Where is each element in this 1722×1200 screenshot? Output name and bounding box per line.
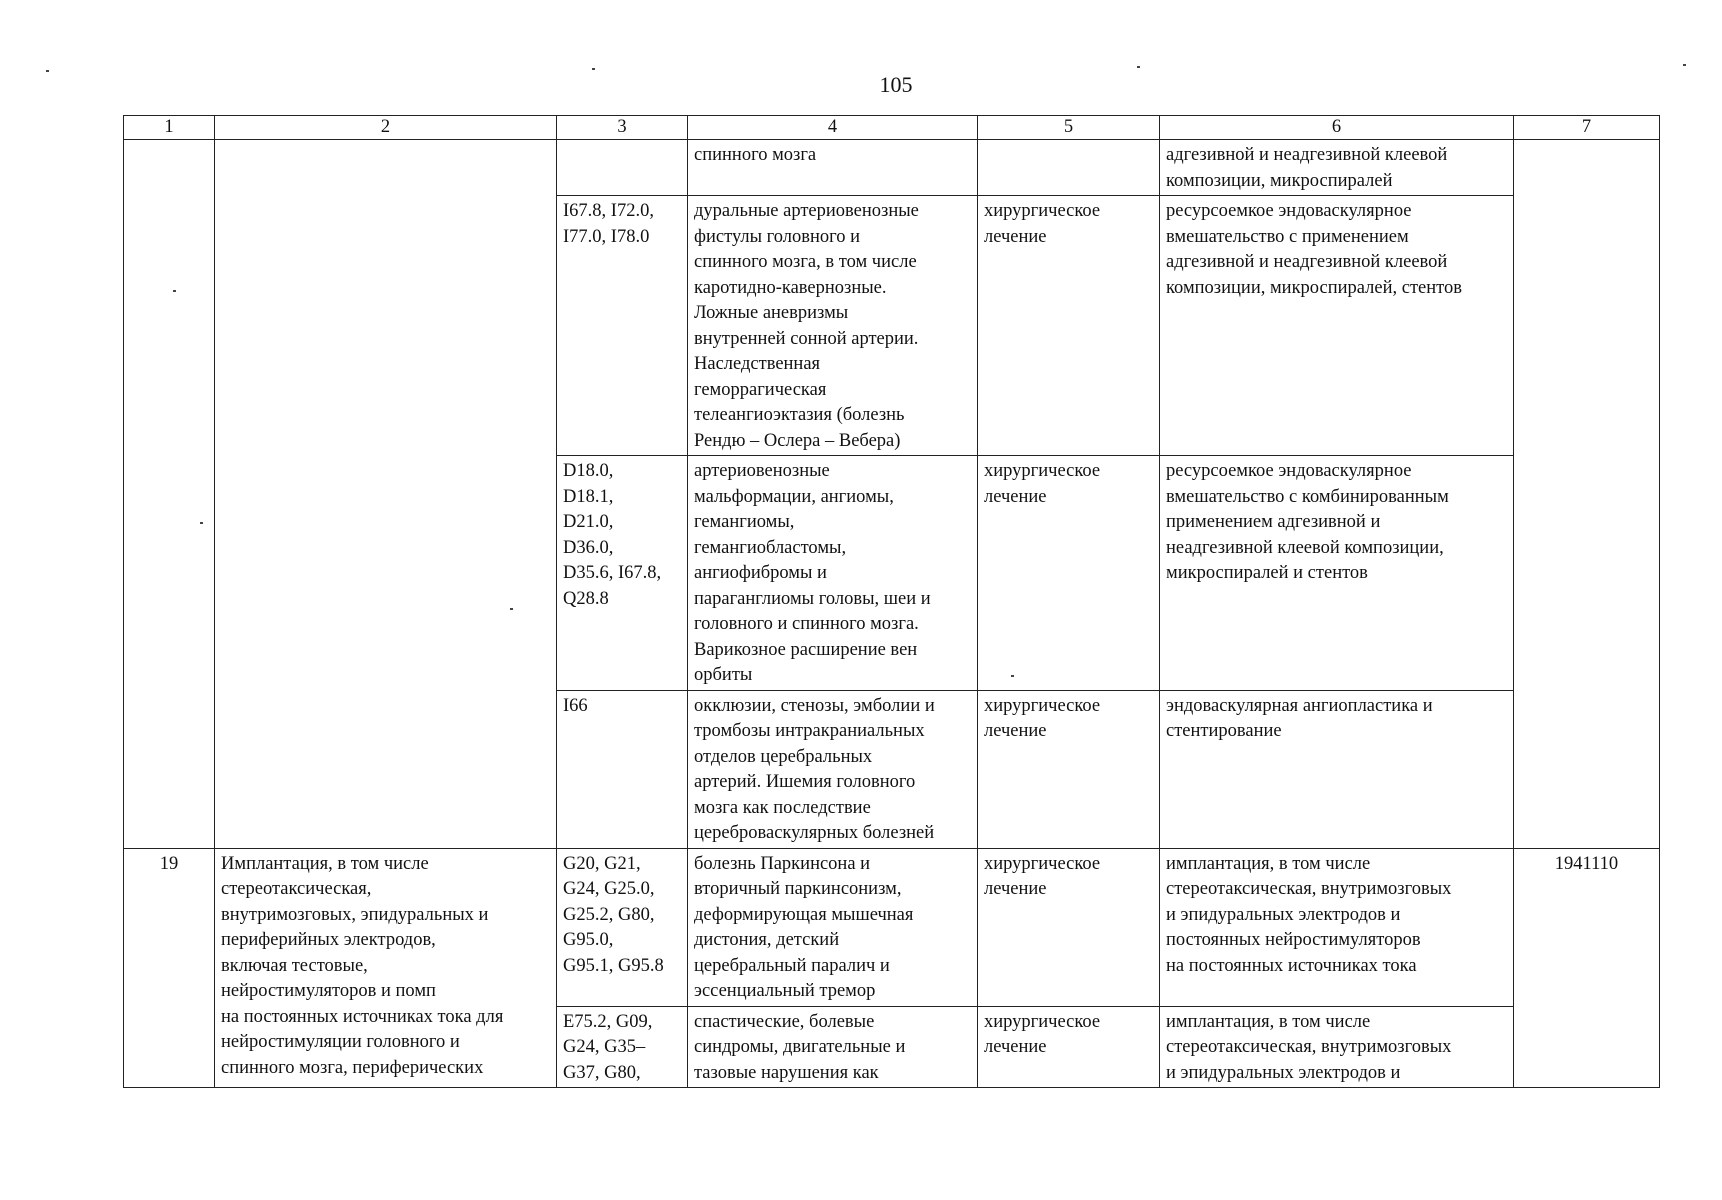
table-row [124, 848, 1660, 1006]
icd-codes-cell: G20, G21, G24, G25.0, G25.2, G80, G95.0, G95.1, G95.8 [557, 848, 688, 1006]
scan-speck [1011, 675, 1014, 677]
page-number: 105 [879, 72, 913, 97]
row-number-cell: 19 [124, 848, 215, 1088]
diagnosis-cell: дуральные артериовенозные фистулы головного и спинного мозга, в том числе каротидно-кавернозные. Ложные аневризмы внутренней сонной артерии. Наследственная геморрагическая телеангиоэктазия (болезнь Рендю – Ослера – Вебера) [688, 196, 978, 456]
diagnosis-cell: окклюзии, стенозы, эмболии и тромбозы интракраниальных отделов церебральных артерий. Ишемия головного мозга как последствие цереброваскулярных болезней [688, 690, 978, 848]
scan-speck [1137, 66, 1140, 68]
icd-codes-cell: E75.2, G09, G24, G35– G37, G80, [557, 1006, 688, 1088]
service-name-cell [215, 140, 557, 849]
price-cell [1514, 140, 1660, 849]
col-header-5: 5 [978, 116, 1160, 140]
col-header-7: 7 [1514, 116, 1660, 140]
icd-codes-cell: I66 [557, 690, 688, 848]
treatment-method-cell: имплантация, в том числе стереотаксическая, внутримозговых и эпидуральных электродов и [1160, 1006, 1514, 1088]
col-header-4: 4 [688, 116, 978, 140]
treatment-type-cell: хирургическое лечение [978, 1006, 1160, 1088]
scan-speck [510, 608, 513, 610]
medical-services-table [123, 115, 1660, 1088]
treatment-type-cell: хирургическое лечение [978, 848, 1160, 1006]
treatment-method-cell: имплантация, в том числе стереотаксическая, внутримозговых и эпидуральных электродов и постоянных нейростимуляторов на постоянных источниках тока [1160, 848, 1514, 1006]
column-number-row [124, 116, 1660, 140]
diagnosis-cell: болезнь Паркинсона и вторичный паркинсонизм, деформирующая мышечная дистония, детский церебральный паралич и эссенциальный тремор [688, 848, 978, 1006]
diagnosis-cell: спинного мозга [688, 140, 978, 196]
treatment-type-cell: хирургическое лечение [978, 196, 1160, 456]
scan-speck [1683, 64, 1686, 66]
col-header-6: 6 [1160, 116, 1514, 140]
col-header-3: 3 [557, 116, 688, 140]
icd-codes-cell: I67.8, I72.0, I77.0, I78.0 [557, 196, 688, 456]
treatment-type-cell [978, 140, 1160, 196]
icd-codes-cell [557, 140, 688, 196]
treatment-method-cell: ресурсоемкое эндоваскулярное вмешательство с применением адгезивной и неадгезивной клеевой композиции, микроспиралей, стентов [1160, 196, 1514, 456]
scan-speck [200, 522, 203, 524]
price-cell: 1941110 [1514, 848, 1660, 1088]
table-row [124, 140, 1660, 196]
row-number-cell [124, 140, 215, 849]
scan-speck [46, 70, 49, 72]
diagnosis-cell: артериовенозные мальформации, ангиомы, гемангиомы, гемангиобластомы, ангиофибромы и параганглиомы головы, шеи и головного и спинного мозга. Варикозное расширение вен орбиты [688, 456, 978, 691]
service-name-cell: Имплантация, в том числе стереотаксическая, внутримозговых, эпидуральных и периферийных электродов, включая тестовые, нейростимуляторов и помп на постоянных источниках тока для нейростимуляции головного и спинного мозга, периферических [215, 848, 557, 1088]
icd-codes-cell: D18.0, D18.1, D21.0, D36.0, D35.6, I67.8, Q28.8 [557, 456, 688, 691]
scan-speck [173, 290, 176, 292]
treatment-type-cell: хирургическое лечение [978, 690, 1160, 848]
col-header-2: 2 [215, 116, 557, 140]
treatment-type-cell: хирургическое лечение [978, 456, 1160, 691]
treatment-method-cell: ресурсоемкое эндоваскулярное вмешательство с комбинированным применением адгезивной и неадгезивной клеевой композиции, микроспиралей и стентов [1160, 456, 1514, 691]
scan-speck [592, 68, 595, 70]
diagnosis-cell: спастические, болевые синдромы, двигательные и тазовые нарушения как [688, 1006, 978, 1088]
treatment-method-cell: адгезивной и неадгезивной клеевой композиции, микроспиралей [1160, 140, 1514, 196]
treatment-method-cell: эндоваскулярная ангиопластика и стентирование [1160, 690, 1514, 848]
col-header-1: 1 [124, 116, 215, 140]
